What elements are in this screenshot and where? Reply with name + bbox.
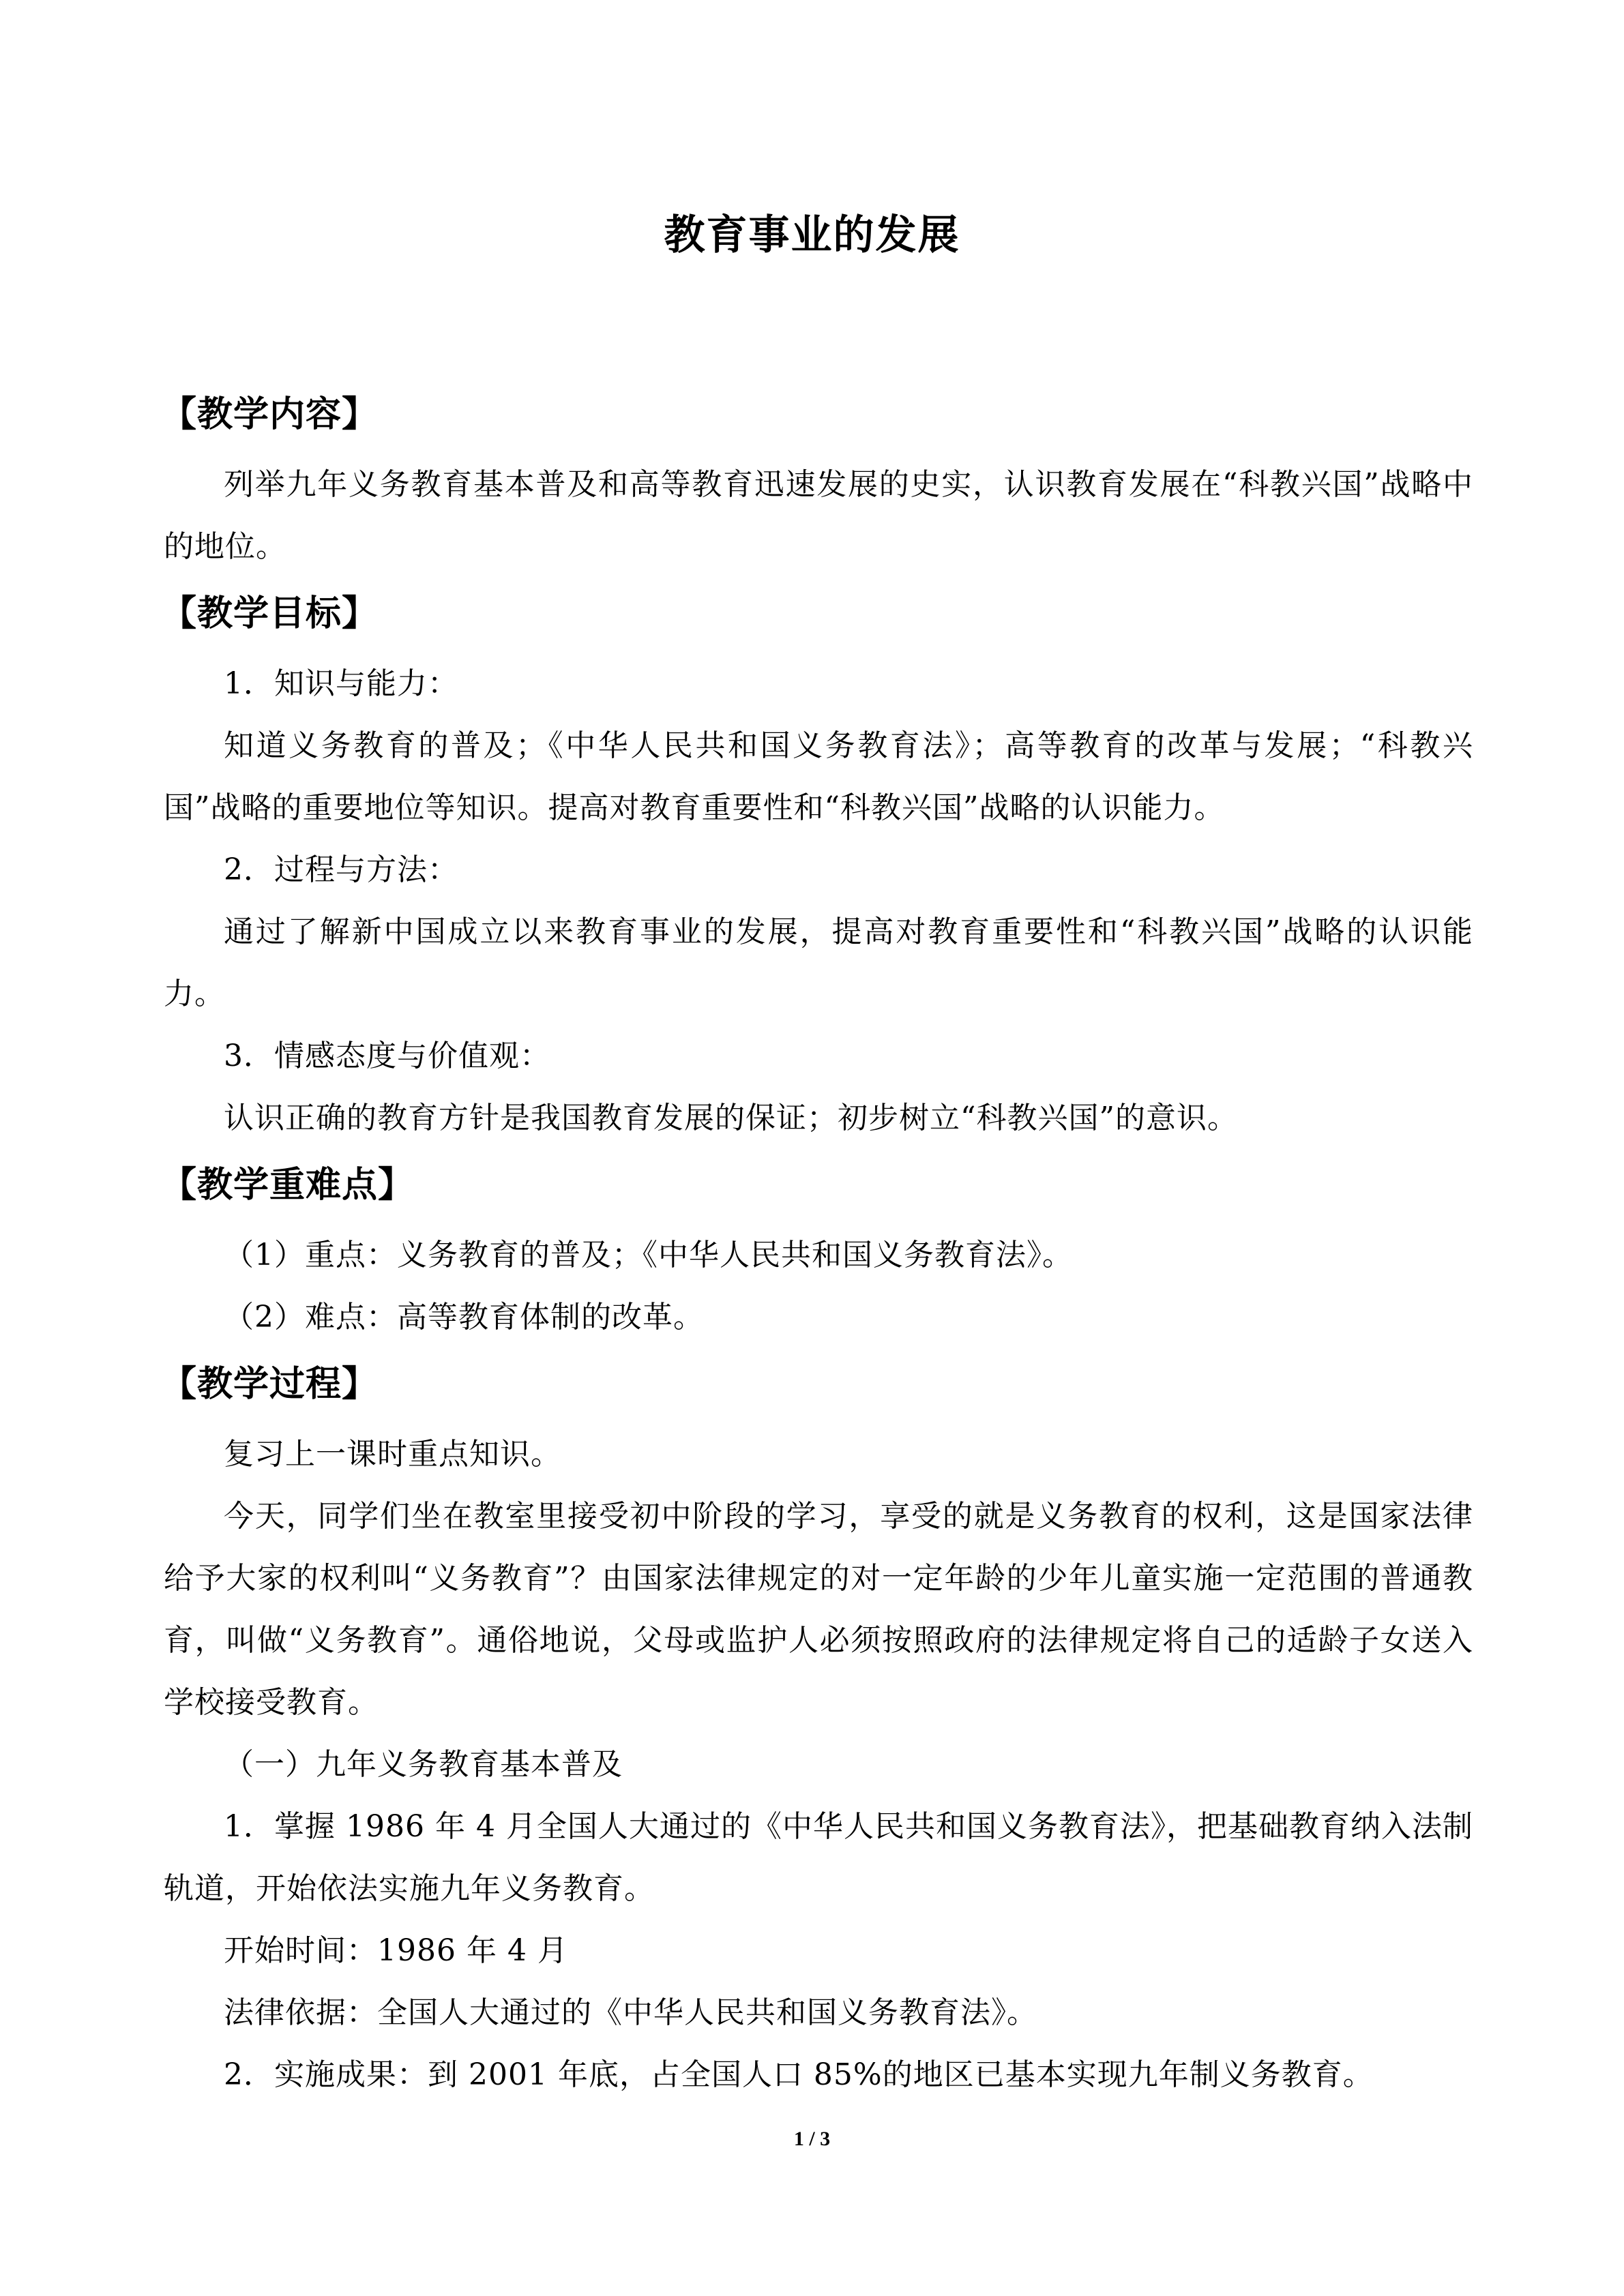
section-heading-content: 【教学内容】 <box>161 393 379 435</box>
page-number: 1 / 3 <box>793 2128 831 2150</box>
goal-2-text: 通过了解新中国成立以来教育事业的发展，提高对教育重要性和“科教兴国”战略的认识能力。 <box>164 914 1473 1011</box>
process-paragraph-6: 法律依据：全国人大通过的《中华人民共和国义务教育法》。 <box>224 1995 1037 2030</box>
goal-1-title: 1．知识与能力： <box>224 666 458 701</box>
process-paragraph-4: 1．掌握 1986 年 4 月全国人大通过的《中华人民共和国义务教育法》，把基础教育纳入法制轨道，开始依法实施九年义务教育。 <box>164 1809 1473 1906</box>
content-paragraph: 列举九年义务教育基本普及和高等教育迅速发展的史实，认识教育发展在“科教兴国”战略中的地位。 <box>164 467 1473 564</box>
section-heading-process: 【教学过程】 <box>161 1363 379 1405</box>
goal-2-title: 2．过程与方法： <box>224 852 458 887</box>
process-paragraph-1: 复习上一课时重点知识。 <box>224 1437 561 1472</box>
process-paragraph-5: 开始时间：1986 年 4 月 <box>224 1933 568 1968</box>
section-heading-goals: 【教学目标】 <box>161 593 379 634</box>
section-heading-keypoints: 【教学重难点】 <box>161 1164 415 1206</box>
process-paragraph-7: 2．实施成果：到 2001 年底，占全国人口 85%的地区已基本实现九年制义务教育。 <box>224 2057 1374 2092</box>
process-subheading: （一）九年义务教育基本普及 <box>224 1747 623 1782</box>
goal-1-text: 知道义务教育的普及；《中华人民共和国义务教育法》；高等教育的改革与发展；“科教兴国”战略的重要地位等知识。提高对教育重要性和“科教兴国”战略的认识能力。 <box>164 728 1473 825</box>
process-paragraph-2: 今天，同学们坐在教室里接受初中阶段的学习，享受的就是义务教育的权利，这是国家法律给予大家的权利叫“义务教育”？由国家法律规定的对一定年龄的少年儿童实施一定范围的普通教育，叫做“义务教育”。通俗地说，父母或监护人必须按照政府的法律规定将自己的适龄子女送入学校接受教育。 <box>164 1499 1473 1720</box>
goal-3-title: 3．情感态度与价值观： <box>224 1039 550 1073</box>
keypoint-1: （1）重点：义务教育的普及；《中华人民共和国义务教育法》。 <box>224 1238 1073 1272</box>
keypoint-2: （2）难点：高等教育体制的改革。 <box>224 1300 704 1335</box>
document-title: 教育事业的发展 <box>664 211 960 259</box>
document-body <box>161 378 1473 2106</box>
goal-3-text: 认识正确的教育方针是我国教育发展的保证；初步树立“科教兴国”的意识。 <box>224 1101 1238 1135</box>
